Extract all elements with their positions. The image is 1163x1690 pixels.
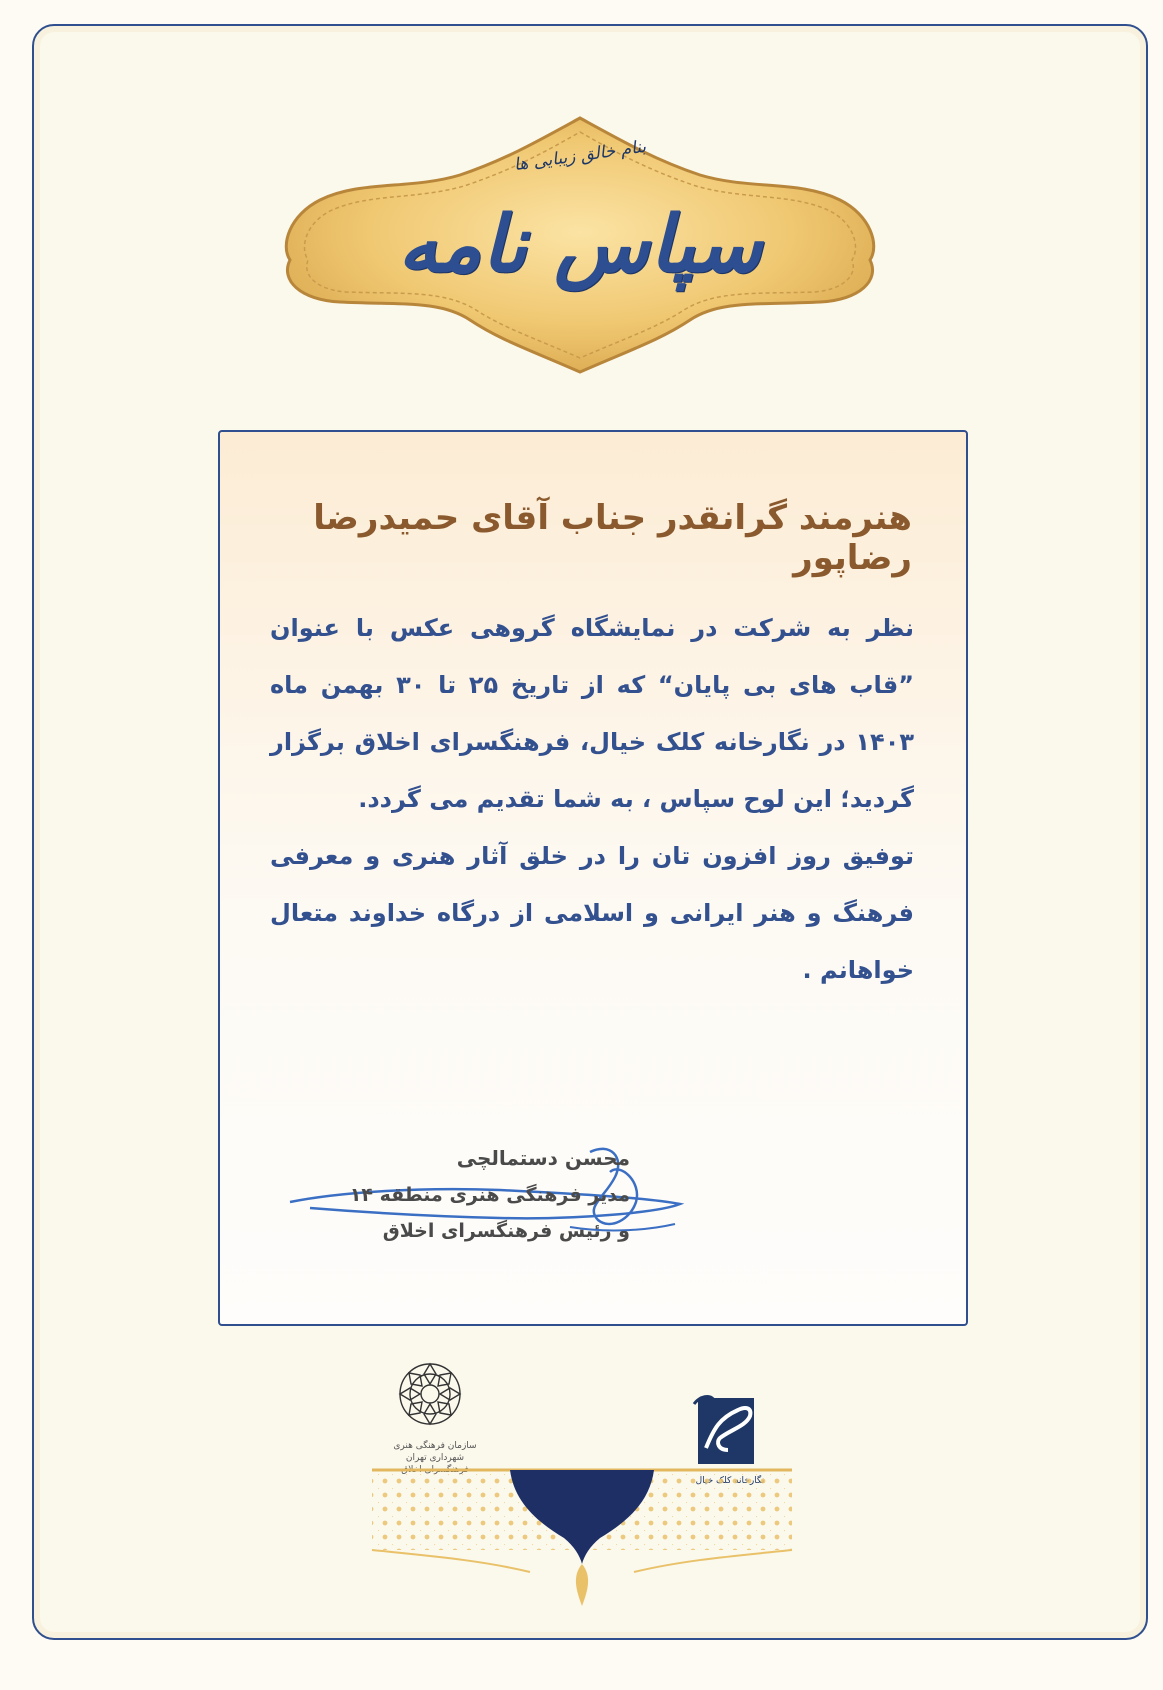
certificate-title: سپاس نامه [397, 199, 763, 290]
left-logo-caption: سازمان فرهنگی هنری شهرداری تهران [393, 1441, 477, 1463]
invocation-text: بنام خالق زیبایی ها [512, 136, 648, 176]
content-box [218, 430, 968, 1326]
body-paragraph-1: نظر به شرکت در نمایشگاه گروهی عکس با عنوان ”قاب های بی پایان“ که از تاریخ ۲۵ تا ۳۰ بهمن ماه ۱۴۰۳ در نگارخانه کلک خیال، فرهنگسرای اخلاق برگزار گردید؛ این لوح سپاس ، به شما تقدیم می گردد. [270, 614, 915, 813]
body-paragraph-2: توفیق روز افزون تان را در خلق آثار هنری و معرفی فرهنگ و هنر ایرانی و اسلامی از درگاه خداوند متعال خواهانم . [270, 842, 914, 984]
signatory-role-2: و رئیس فرهنگسرای اخلاق [382, 1220, 630, 1242]
recipient-line: هنرمند گرانقدر جناب آقای حمیدرضا رضاپور [313, 498, 912, 578]
signature-block [280, 1132, 700, 1262]
footer-ornament [0, 1460, 1163, 1620]
signatory-name: محسن دستمالچی [456, 1146, 630, 1170]
body-text [270, 600, 914, 999]
signatory-role-1: مدیر فرهنگی هنری منطقه ۱۴ [349, 1184, 630, 1206]
